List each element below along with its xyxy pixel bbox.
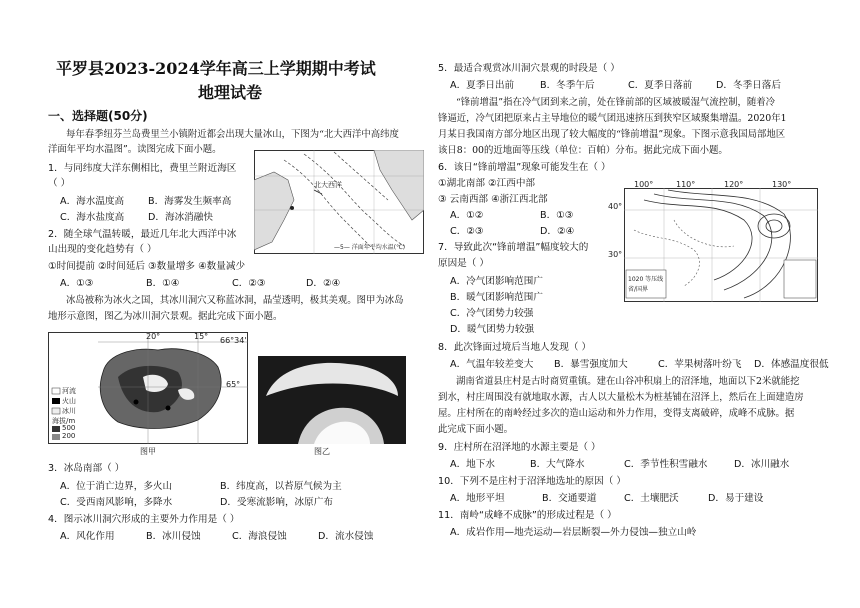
q6-items-line1: ①湖北南部 ②江西中部 [438,178,536,189]
map-sea-label: 北大西洋 [314,181,342,189]
q3-option-c: C．受西南风影响，多降水 [60,497,173,508]
q6-option-c: C．②③ [450,226,484,237]
q9-stem: 9．庄村所在沼泽地的水源主要是（ ） [438,442,601,453]
q4-option-d: D．流水侵蚀 [318,531,374,542]
map-isotherm-legend: —5— 洋面年平均水温(℃) [334,244,406,251]
north-atlantic-temperature-map [254,150,424,254]
intro1-line1: 每年春季纽芬兰岛费里兰小镇附近都会出现大量冰山，下图为“北大西洋中高纬度 [66,129,399,140]
q8-stem: 8．此次锋面过境后当地人发现（ ） [438,342,592,353]
q3-option-a: A．位于消亡边界，多火山 [60,481,173,492]
section-heading: 一、选择题(50分) [48,109,148,123]
map2-lon-110: 110° [676,180,696,189]
figure-jia-caption: 图甲 [140,447,156,456]
q9-option-a: A．地下水 [450,459,495,470]
q5-option-d: D．冬季日落后 [716,80,781,91]
q1-stem: 1．与同纬度大洋东侧相比，费里兰附近海区 [48,163,237,174]
q2-stem-line2: 山出现的变化趋势有（ ） [48,244,157,255]
intro4-line3: 屋。庄村所在的南岭经过多次的造山运动和外力作用，变得支离破碎，成峰不成脉。据 [438,408,795,419]
q5-option-c: C．夏季日落前 [628,80,693,91]
q2-option-b: B．①④ [146,278,180,289]
q4-option-c: C．海浪侵蚀 [232,531,287,542]
map2-lat-40: 40° [608,202,623,211]
map2-legend-isobar: 1020 等压线 [628,276,664,283]
legend-volcano: 火山 [62,397,76,405]
q5-option-b: B．冬季午后 [540,80,595,91]
intro1-line2: 洋面年平均水温图”。读图完成下面小题。 [48,144,222,155]
q10-option-a: A．地形平坦 [450,493,505,504]
q5-stem: 5．最适合观赏冰川洞穴景观的时段是（ ） [438,63,620,74]
q10-option-b: B．交通要道 [542,493,597,504]
map1-lat-66: 66°34' [220,336,247,345]
exam-title-line2: 地理试卷 [198,83,263,102]
intro4-line1: 湖南省道县庄村是古时商贸重镇。建在山谷冲积扇上的沼泽地，地面以下2米就能挖 [456,376,800,387]
q1-option-c: C．海水盐度高 [60,212,125,223]
map1-lon-15: 15° [194,332,209,341]
isobar-map [608,180,818,302]
iceland-terrain-map [48,332,248,444]
q2-items: ①时间提前 ②时间延后 ③数量增多 ④数量减少 [48,261,246,272]
q4-option-a: A．风化作用 [60,531,115,542]
q1-paren: （ ） [48,178,71,189]
q10-option-d: D．易于建设 [708,493,764,504]
q6-option-b: B．①③ [540,210,574,221]
map1-lon-20: 20° [146,332,161,341]
legend-glacier: 冰川 [62,407,76,415]
intro3-line1: “锋前增温”指在冷气团到来之前，处在锋前部的区域被暖湿气流控制，随着冷 [456,97,775,108]
q9-option-b: B．大气降水 [530,459,585,470]
q3-stem: 3．冰岛南部（ ） [48,463,125,474]
q10-option-c: C．土壤肥沃 [624,493,679,504]
figure-yi-caption: 图乙 [314,447,330,456]
intro3-line3: 月某日我国南方部分地区出现了较大幅度的“锋前增温”现象。下图示意我国局部地区 [438,129,786,140]
q6-items-line2: ③ 云南西部 ④浙江西北部 [438,194,548,205]
q9-option-c: C．季节性积雪融水 [624,459,708,470]
q2-stem-line1: 2．随全球气温转暖，最近几年北大西洋中冰 [48,229,237,240]
q2-option-d: D．②④ [306,278,341,289]
q1-option-b: B．海雾发生频率高 [148,196,232,207]
q10-stem: 10．下列不是庄村于沼泽地选址的原因（ ） [438,476,626,487]
legend-500: 500 [62,424,76,432]
legend-200: 200 [62,432,76,440]
q8-option-d: D．体感温度很低 [754,359,829,370]
q3-option-d: D．受寒流影响，冰原广布 [220,497,333,508]
q4-option-b: B．冰川侵蚀 [146,531,201,542]
q7-option-b: B．暖气团影响范围广 [450,292,543,303]
q8-option-a: A．气温年较差变大 [450,359,534,370]
q3-option-b: B．纬度高，以苔原气候为主 [220,481,342,492]
q11-option-a: A．成岩作用—地壳运动—岩层断裂—外力侵蚀—独立山岭 [450,527,697,538]
legend-river: 河流 [62,387,76,395]
q1-option-d: D．海冰消融快 [148,212,213,223]
q7-stem-line1: 7．导致此次“锋前增温”幅度较大的 [438,242,589,253]
intro4-line2: 到水，村庄周围没有就地取水源，古人以大量松木为桩基铺在沼泽上，然后在上面建造房 [438,392,804,403]
intro3-line2: 锋逼近，冷气团把原来占主导地位的暖气团迅速挤压到狭窄区域聚集增温。2020年1 [438,113,787,124]
q5-option-a: A．夏季日出前 [450,80,515,91]
q7-option-d: D．暖气团势力较强 [450,324,535,335]
intro3-line4: 该日8：00的近地面等压线（单位：百帕）分布。据此完成下面小题。 [438,145,728,156]
q7-stem-line2: 原因是（ ） [438,258,490,269]
ice-cave-photo [258,356,406,444]
map2-lon-120: 120° [724,180,744,189]
map2-lat-30: 30° [608,250,623,259]
q8-option-b: B．暴雪强度加大 [554,359,628,370]
q9-option-d: D．冰川融水 [734,459,790,470]
q11-stem: 11．南岭“成峰不成脉”的形成过程是（ ） [438,510,617,521]
q6-option-a: A．①② [450,210,484,221]
intro2-line2: 地形示意图，图乙为冰川洞穴景观。据此完成下面小题。 [48,311,283,322]
q2-option-a: A．①③ [60,278,94,289]
q2-option-c: C．②③ [232,278,266,289]
legend-elevation: 海拔/m [52,417,76,425]
map1-lat-65: 65° [226,380,241,389]
exam-title-line1: 平罗县2023-2024学年高三上学期期中考试 [56,59,376,78]
q1-option-a: A．海水温度高 [60,196,125,207]
intro2-line1: 冰岛被称为冰火之国，其冰川洞穴又称蓝冰洞，晶莹透明，极其美观。图甲为冰岛 [66,295,404,306]
q7-option-c: C．冷气团势力较强 [450,308,534,319]
q7-option-a: A．冷气团影响范围广 [450,276,543,287]
q4-stem: 4．图示冰川洞穴形成的主要外力作用是（ ） [48,514,240,525]
intro4-line4: 此完成下面小题。 [438,424,514,435]
map2-lon-130: 130° [772,180,792,189]
q6-stem: 6．该日“锋前增温”现象可能发生在（ ） [438,162,611,173]
q8-option-c: C．苹果树落叶纷飞 [658,359,742,370]
map2-legend-border: 省/国界 [628,286,649,293]
q6-option-d: D．②④ [540,226,575,237]
map2-lon-100: 100° [634,180,654,189]
